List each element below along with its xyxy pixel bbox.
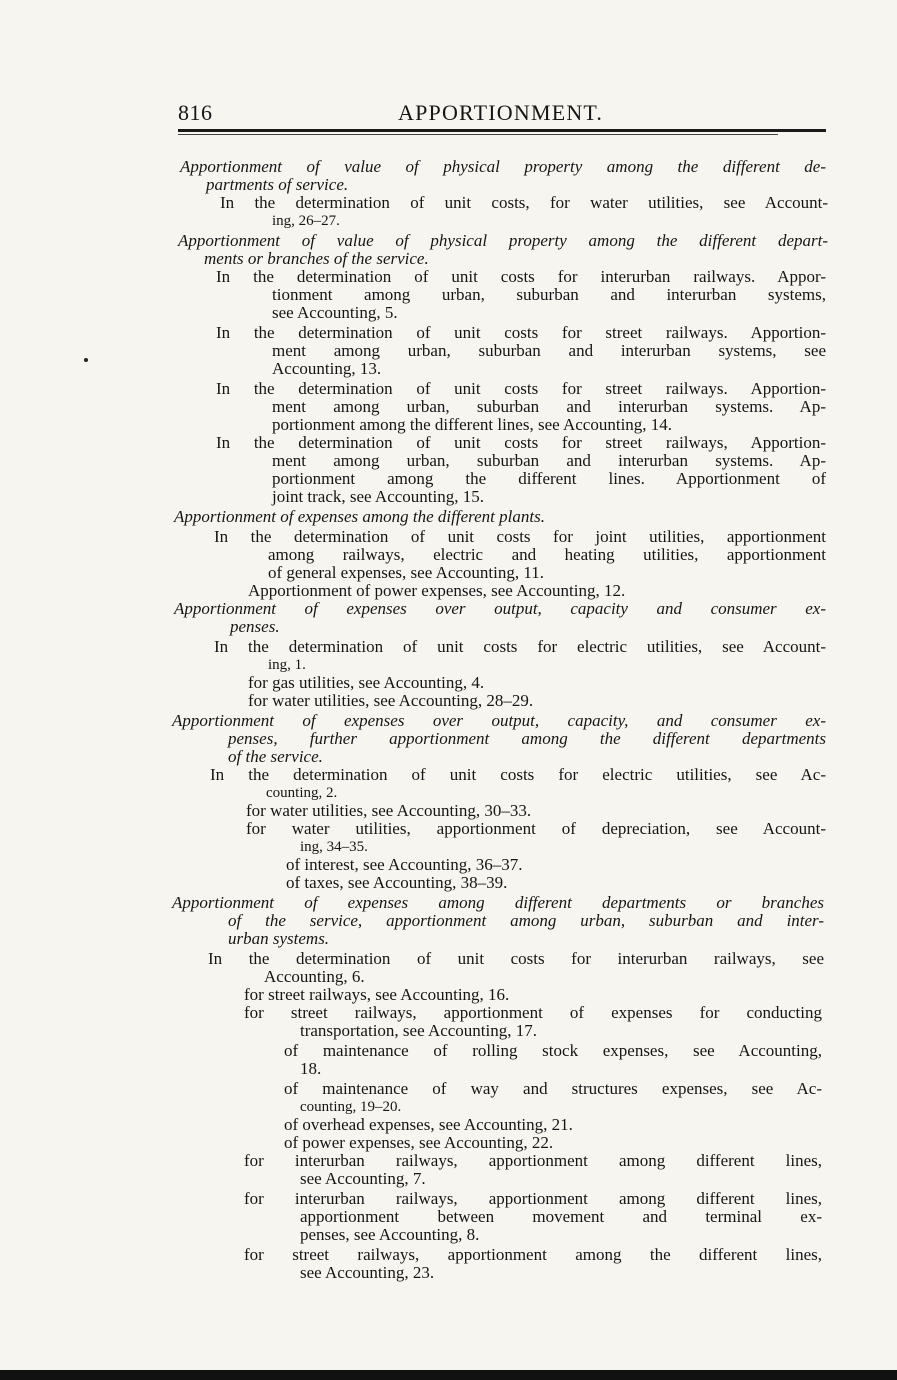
entry-subline: of maintenance of rolling stock expenses, see Accounting, [284,1041,822,1060]
entry-subline: apportionment between movement and terminal ex- [300,1207,822,1226]
entry-subline: In the determination of unit costs for interurban railways. Appor- [216,267,826,286]
entry-subline: for interurban railways, apportionment among different lines, [244,1151,822,1170]
entry-subline: In the determination of unit costs for street railways, Apportion- [216,433,826,452]
entry-subline: ment among urban, suburban and interurban systems, see [272,341,826,360]
entry-subline: portionment among the different lines. Apportionment of [272,469,826,488]
entry-subline: ing, 26–27. [272,213,340,229]
entry-subline: see Accounting, 23. [300,1263,435,1282]
entry-subline: of power expenses, see Accounting, 22. [284,1133,554,1152]
entry-heading-line: penses. [230,617,280,636]
entry-subline: for interurban railways, apportionment among different lines, [244,1189,822,1208]
entry-heading-line: Apportionment of expenses over output, capacity and consumer ex- [174,599,826,618]
entry-subline: ing, 34–35. [300,839,368,855]
entry-subline: penses, see Accounting, 8. [300,1225,480,1244]
ink-speck [84,358,88,362]
entry-subline: 18. [300,1059,322,1078]
entry-subline: In the determination of unit costs for street railways. Apportion- [216,323,826,342]
entry-subline: counting, 19–20. [300,1099,402,1115]
entry-subline: In the determination of unit costs, for water utilities, see Account- [220,193,828,212]
entry-subline: of overhead expenses, see Accounting, 21. [284,1115,573,1134]
entry-heading-line: of the service. [228,747,323,766]
entry-subline: joint track, see Accounting, 15. [272,487,484,506]
entry-subline: for water utilities, see Accounting, 28–29. [248,691,534,710]
entry-subline: for water utilities, apportionment of depreciation, see Account- [246,819,826,838]
entry-heading-line: ments or branches of the service. [204,249,429,268]
header-rule-thin [178,134,778,135]
entry-subline: of taxes, see Accounting, 38–39. [286,873,508,892]
entry-subline: In the determination of unit costs for electric utilities, see Account- [214,637,826,656]
page-header [178,100,828,130]
entry-subline: of general expenses, see Accounting, 11. [268,563,545,582]
entry-subline: for water utilities, see Accounting, 30–33. [246,801,532,820]
entry-heading-line: of the service, apportionment among urban, suburban and inter- [228,911,824,930]
entry-subline: ment among urban, suburban and interurban systems. Ap- [272,451,826,470]
running-title: APPORTIONMENT. [398,100,604,125]
entry-heading-line: Apportionment of expenses over output, capacity, and consumer ex- [172,711,826,730]
entry-subline: In the determination of unit costs for interurban railways, see [208,949,824,968]
entry-subline: In the determination of unit costs for electric utilities, see Ac- [210,765,826,784]
entry-subline: for gas utilities, see Accounting, 4. [248,673,485,692]
entry-subline: portionment among the different lines, see Accounting, 14. [272,415,673,434]
entry-subline: for street railways, see Accounting, 16. [244,985,510,1004]
entry-subline: among railways, electric and heating utilities, apportionment [268,545,826,564]
entry-heading-line: partments of service. [206,175,349,194]
entry-heading-line: Apportionment of expenses among the different plants. [174,507,545,526]
entry-subline: In the determination of unit costs for street railways. Apportion- [216,379,826,398]
entry-heading-line: Apportionment of value of physical property among the different de- [180,157,826,176]
entry-subline: counting, 2. [266,785,338,801]
entry-heading-line: Apportionment of value of physical property among the different depart- [178,231,828,250]
entry-subline: see Accounting, 7. [300,1169,426,1188]
entry-subline: Apportionment of power expenses, see Accounting, 12. [248,581,626,600]
entry-subline: of maintenance of way and structures expenses, see Ac- [284,1079,822,1098]
entry-subline: Accounting, 13. [272,359,382,378]
entry-heading-line: urban systems. [228,929,330,948]
scan-edge [0,1370,897,1380]
entry-subline: In the determination of unit costs for joint utilities, apportionment [214,527,826,546]
entry-subline: of interest, see Accounting, 36–37. [286,855,523,874]
page-number: 816 [178,100,213,125]
entry-subline: Accounting, 6. [264,967,365,986]
entry-subline: for street railways, apportionment of expenses for conducting [244,1003,822,1022]
entry-subline: see Accounting, 5. [272,303,398,322]
entry-subline: ing, 1. [268,657,306,673]
header-rule [178,129,826,132]
entry-subline: transportation, see Accounting, 17. [300,1021,538,1040]
entry-subline: for street railways, apportionment among the different lines, [244,1245,822,1264]
entry-heading-line: Apportionment of expenses among different departments or branches [172,893,824,912]
entry-subline: ment among urban, suburban and interurban systems. Ap- [272,397,826,416]
entry-heading-line: penses, further apportionment among the different departments [228,729,826,748]
entry-subline: tionment among urban, suburban and interurban systems, [272,285,826,304]
